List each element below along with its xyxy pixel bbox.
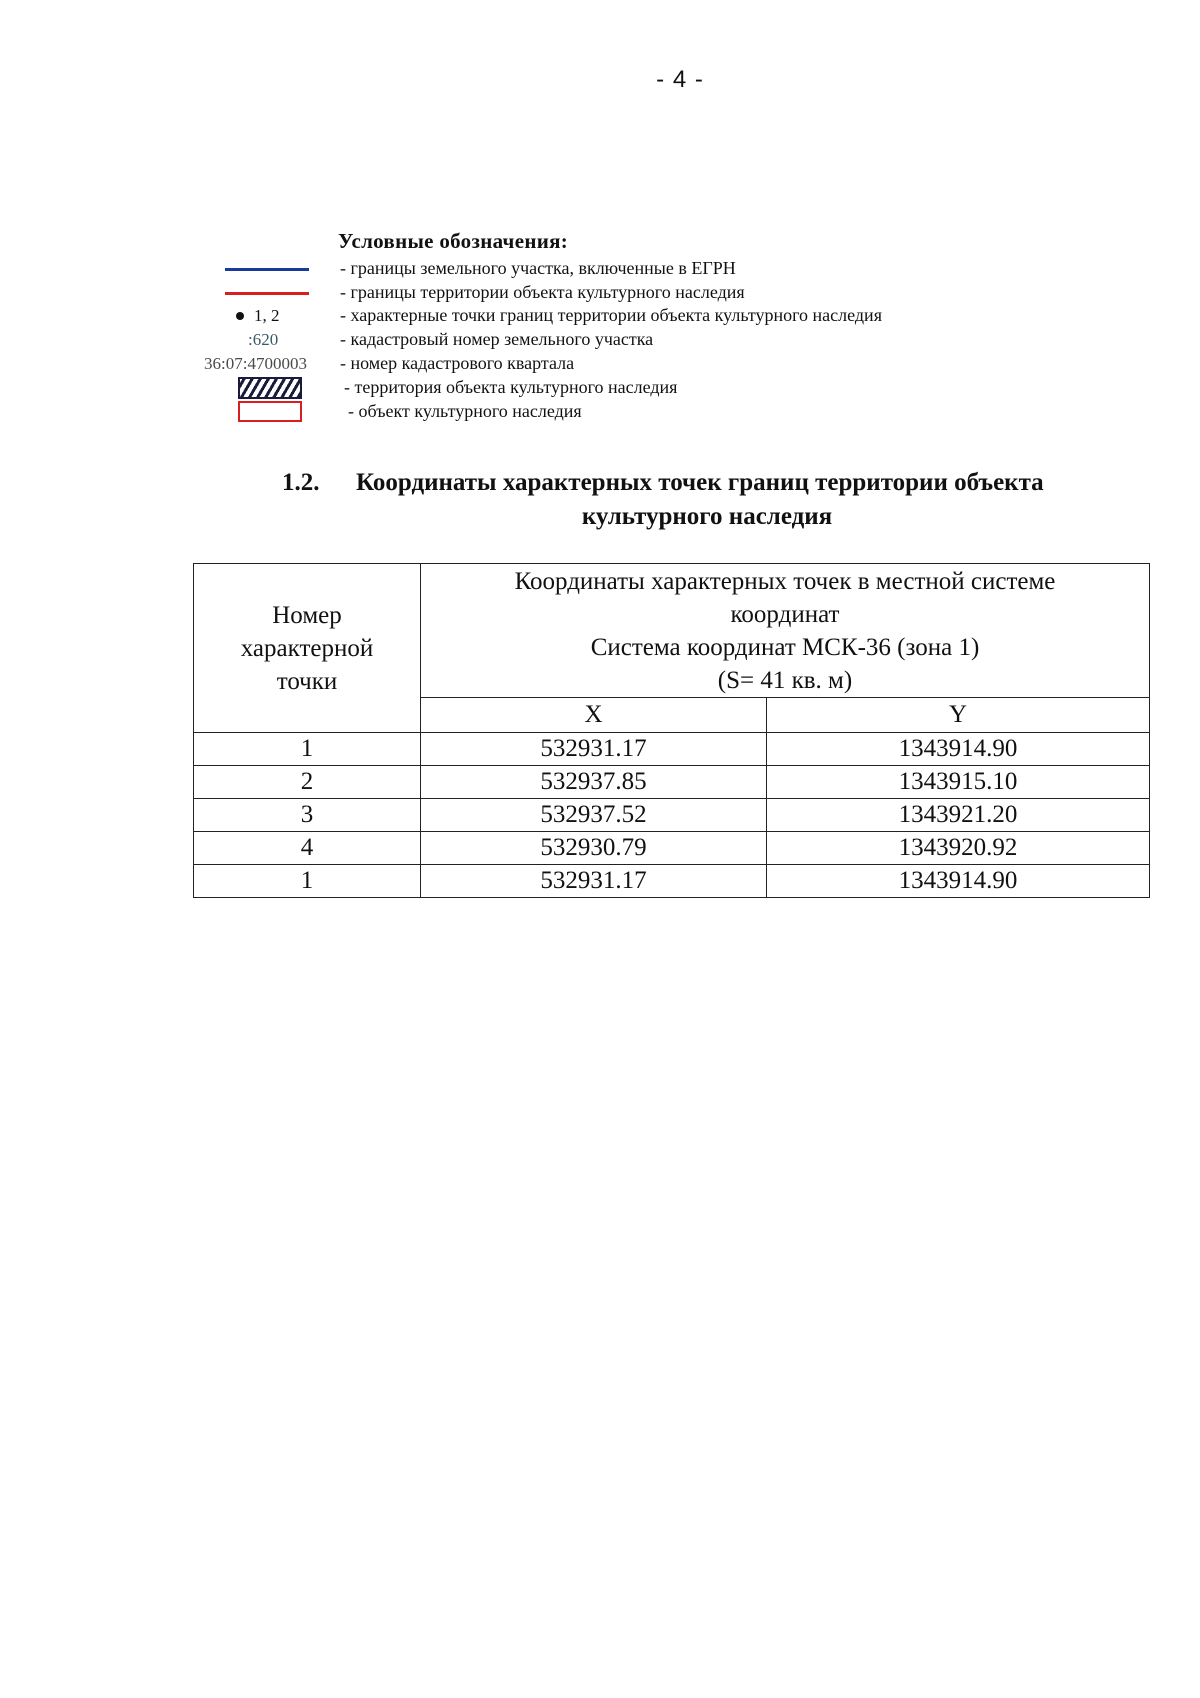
header-coordinate-system bbox=[421, 564, 1150, 698]
red-line-icon bbox=[225, 292, 309, 295]
cell-y: 1343914.90 bbox=[767, 865, 1150, 898]
legend-item-heritage-territory bbox=[0, 376, 1200, 400]
point-label: 1, 2 bbox=[254, 306, 280, 325]
section-number: 1.2. bbox=[282, 469, 320, 496]
header-point-line: точки bbox=[276, 667, 338, 695]
legend-text: - номер кадастрового квартала bbox=[340, 353, 575, 373]
cell-x: 532930.79 bbox=[421, 832, 767, 865]
dot-icon bbox=[236, 312, 244, 320]
cell-y: 1343921.20 bbox=[767, 799, 1150, 832]
red-line-symbol bbox=[225, 292, 309, 295]
cell-point: 4 bbox=[194, 832, 421, 865]
blue-line-icon bbox=[225, 268, 309, 271]
quarter-number-symbol bbox=[204, 352, 307, 376]
header-point-line: Номер bbox=[272, 601, 342, 629]
section-title-line2: культурного наследия bbox=[581, 503, 833, 530]
header-point-number bbox=[194, 564, 421, 733]
header-x: X bbox=[421, 698, 767, 733]
legend-text: - территория объекта культурного наследия bbox=[344, 377, 678, 397]
blue-line-symbol bbox=[225, 268, 309, 271]
cell-x: 532937.52 bbox=[421, 799, 767, 832]
header-system-line: координат bbox=[730, 601, 840, 628]
table-row bbox=[194, 766, 1150, 799]
parcel-number-symbol bbox=[248, 328, 278, 352]
page-number: - 4 - bbox=[656, 66, 704, 93]
legend-item-heritage-boundary bbox=[0, 281, 1200, 305]
table-row bbox=[194, 832, 1150, 865]
cell-y: 1343915.10 bbox=[767, 766, 1150, 799]
legend-title: Условные обозначения: bbox=[338, 229, 569, 253]
red-rectangle-icon bbox=[238, 401, 302, 422]
legend-text: - границы земельного участка, включенные в ЕГРН bbox=[340, 258, 736, 278]
table-row bbox=[194, 733, 1150, 766]
cell-point: 3 bbox=[194, 799, 421, 832]
header-y: Y bbox=[767, 698, 1150, 733]
header-system-line: Система координат МСК-36 (зона 1) bbox=[590, 634, 980, 661]
section-heading bbox=[282, 466, 1152, 534]
cell-x: 532931.17 bbox=[421, 865, 767, 898]
quarter-number-label: 36:07:4700003 bbox=[204, 354, 307, 373]
cell-x: 532937.85 bbox=[421, 766, 767, 799]
parcel-number-label: :620 bbox=[248, 330, 279, 349]
table-header-row bbox=[194, 564, 1150, 698]
legend-item-parcel-number bbox=[0, 328, 1200, 352]
cell-x: 532931.17 bbox=[421, 733, 767, 766]
header-system-line: (S= 41 кв. м) bbox=[717, 667, 853, 694]
table-row bbox=[194, 799, 1150, 832]
hatch-pattern-icon bbox=[238, 377, 302, 399]
cell-point: 1 bbox=[194, 865, 421, 898]
cell-point: 1 bbox=[194, 733, 421, 766]
cell-y: 1343920.92 bbox=[767, 832, 1150, 865]
cell-point: 2 bbox=[194, 766, 421, 799]
coordinates-table bbox=[193, 563, 1150, 898]
legend-item-points bbox=[0, 304, 1200, 328]
legend-item-quarter-number bbox=[0, 352, 1200, 376]
legend-text: - кадастровый номер земельного участка bbox=[340, 329, 654, 349]
header-point-line: характерной bbox=[240, 634, 374, 662]
red-rect-symbol bbox=[238, 401, 302, 422]
section-title-line1: Координаты характерных точек границ территории объекта bbox=[356, 469, 1044, 496]
header-system-line: Координаты характерных точек в местной системе bbox=[514, 568, 1056, 595]
point-symbol bbox=[236, 304, 280, 328]
legend-text: - границы территории объекта культурного наследия bbox=[340, 282, 745, 302]
legend-text: - характерные точки границ территории объекта культурного наследия bbox=[340, 305, 882, 325]
cell-y: 1343914.90 bbox=[767, 733, 1150, 766]
legend-item-heritage-object bbox=[0, 400, 1200, 424]
legend-item-egrn-boundary bbox=[0, 257, 1200, 281]
hatch-symbol bbox=[238, 377, 302, 399]
legend-text: - объект культурного наследия bbox=[348, 401, 582, 421]
table-row bbox=[194, 865, 1150, 898]
